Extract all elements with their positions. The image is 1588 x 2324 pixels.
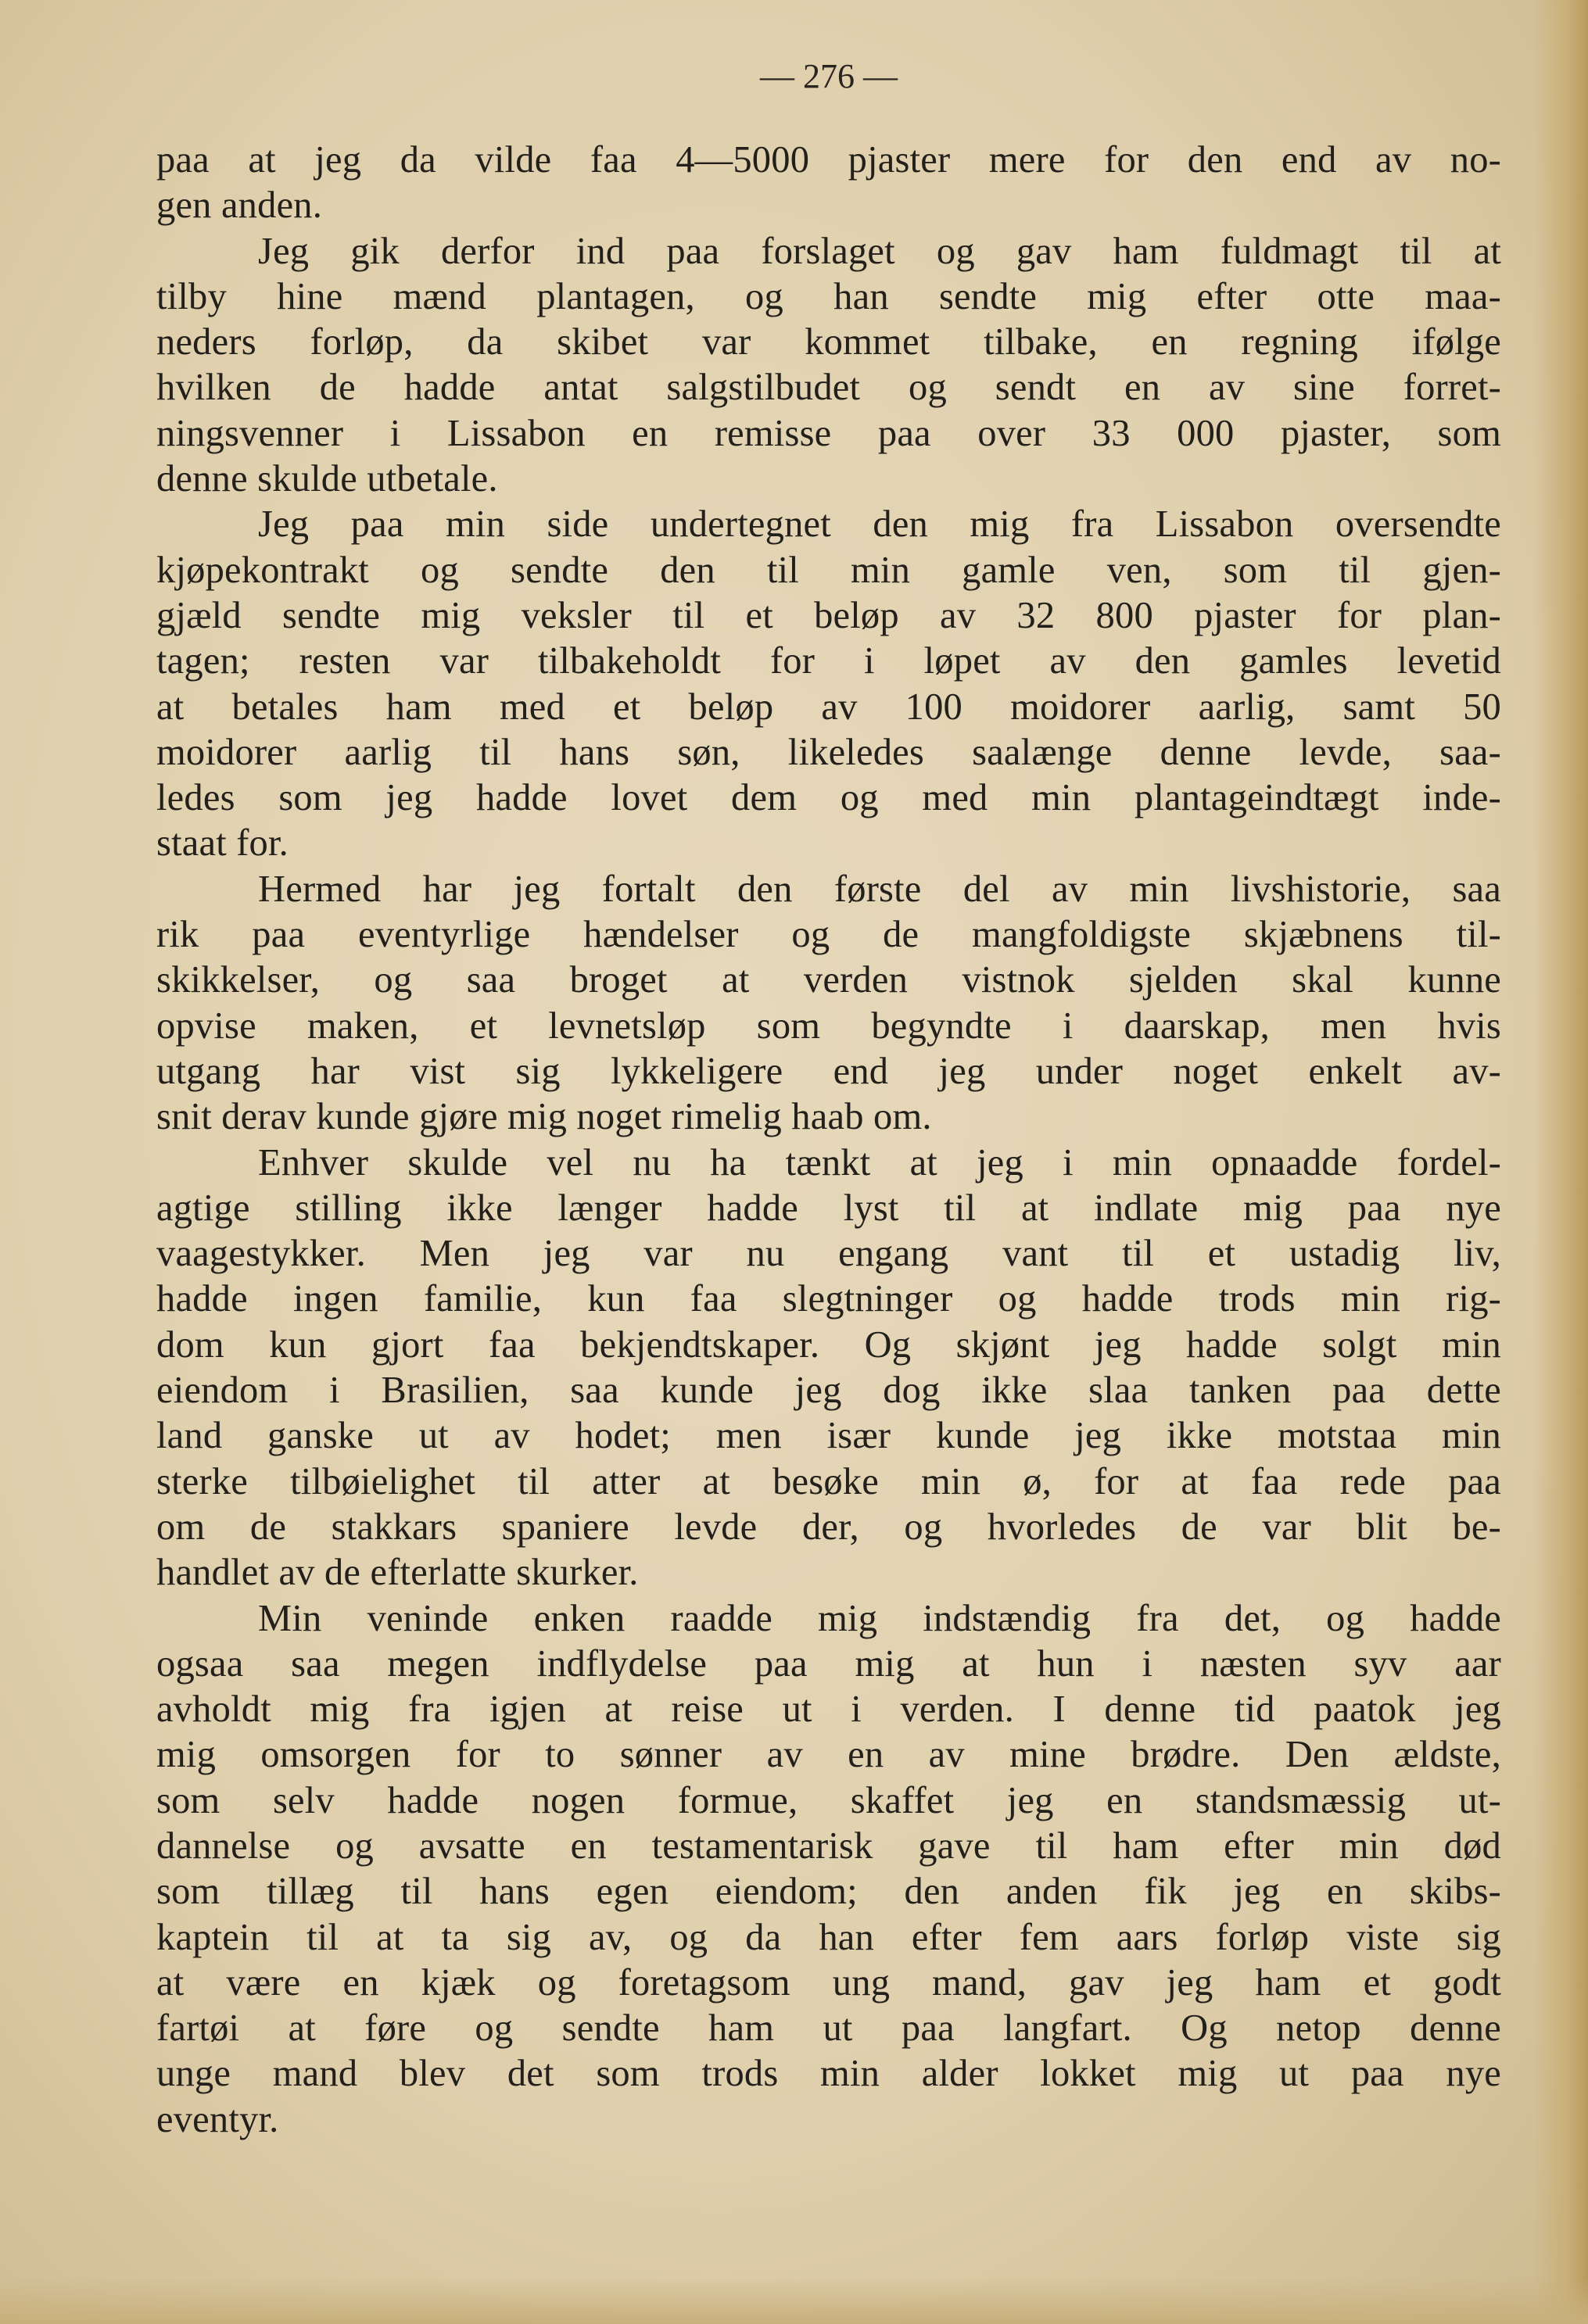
text-line: at betales ham med et beløp av 100 moidorer aarlig, samt 50: [156, 686, 1501, 728]
text-line: kjøpekontrakt og sendte den til min gamle ven, som til gjen-: [156, 549, 1501, 591]
text-line: dannelse og avsatte en testamentarisk gave til ham efter min død: [156, 1824, 1501, 1867]
text-line: paa at jeg da vilde faa 4—5000 pjaster mere for den end av no-: [156, 139, 1501, 181]
text-line: vaagestykker. Men jeg var nu engang vant til et ustadig liv,: [156, 1233, 1501, 1275]
paragraph: [156, 1141, 1501, 1596]
text-line: neders forløp, da skibet var kommet tilbake, en regning ifølge: [156, 321, 1501, 363]
text-line: land ganske ut av hodet; men især kunde jeg ikke motstaa min: [156, 1415, 1501, 1457]
text-line: utgang har vist sig lykkeligere end jeg under noget enkelt av-: [156, 1050, 1501, 1092]
text-line: tilby hine mænd plantagen, og han sendte mig efter otte maa-: [156, 275, 1501, 317]
text-line: agtige stilling ikke længer hadde lyst til at indlate mig paa nye: [156, 1187, 1501, 1229]
page-edge-shadow: [1533, 0, 1588, 2324]
text-line: rik paa eventyrlige hændelser og de mangfoldigste skjæbnens til-: [156, 914, 1501, 956]
paragraph: [156, 138, 1501, 229]
text-line: handlet av de efterlatte skurker.: [156, 1552, 639, 1594]
page-bottom-shadow: [0, 2277, 1588, 2324]
text-line: ningsvenner i Lissabon en remisse paa over 33 000 pjaster, som: [156, 412, 1501, 454]
text-line: ledes som jeg hadde lovet dem og med min plantageindtægt inde-: [156, 777, 1501, 819]
body-text: [156, 138, 1501, 2143]
text-line: som selv hadde nogen formue, skaffet jeg en standsmæssig ut-: [156, 1779, 1501, 1821]
text-line: tagen; resten var tilbakeholdt for i løpet av den gamles levetid: [156, 640, 1501, 682]
text-line: staat for.: [156, 822, 289, 865]
text-line: dom kun gjort faa bekjendtskaper. Og skjønt jeg hadde solgt min: [156, 1323, 1501, 1366]
text-line: eiendom i Brasilien, saa kunde jeg dog ikke slaa tanken paa dette: [156, 1370, 1501, 1412]
text-line: sterke tilbøielighet til atter at besøke min ø, for at faa rede paa: [156, 1460, 1501, 1502]
text-line: mig omsorgen for to sønner av en av mine brødre. Den ældste,: [156, 1734, 1501, 1776]
text-line: ogsaa saa megen indflydelse paa mig at hun i næsten syv aar: [156, 1642, 1501, 1685]
text-line: Min veninde enken raadde mig indstændig fra det, og hadde: [258, 1597, 1501, 1639]
text-line: moidorer aarlig til hans søn, likeledes saalænge denne levde, saa-: [156, 731, 1501, 773]
text-line: hvilken de hadde antat salgstilbudet og sendt en av sine forret-: [156, 367, 1501, 409]
paragraph: [156, 1596, 1501, 2143]
text-line: Jeg paa min side undertegnet den mig fra Lissabon oversendte: [258, 503, 1501, 546]
page-number: — 276 —: [760, 57, 898, 95]
text-line: opvise maken, et levnetsløp som begyndte i daarskap, men hvis: [156, 1004, 1501, 1047]
paragraph: [156, 229, 1501, 503]
text-line: avholdt mig fra igjen at reise ut i verden. I denne tid paatok jeg: [156, 1688, 1501, 1731]
paragraph: [156, 867, 1501, 1141]
text-line: Jeg gik derfor ind paa forslaget og gav ham fuldmagt til at: [258, 230, 1501, 272]
text-line: eventyr.: [156, 2098, 279, 2140]
text-line: gjæld sendte mig veksler til et beløp av 32 800 pjaster for plan-: [156, 594, 1501, 636]
text-line: snit derav kunde gjøre mig noget rimelig haab om.: [156, 1096, 932, 1138]
text-line: gen anden.: [156, 184, 323, 227]
text-line: denne skulde utbetale.: [156, 458, 498, 500]
text-line: kaptein til at ta sig av, og da han efter fem aars forløp viste sig: [156, 1916, 1501, 1958]
paragraph: [156, 502, 1501, 866]
text-line: som tillæg til hans egen eiendom; den anden fik jeg en skibs-: [156, 1871, 1501, 1913]
text-line: om de stakkars spaniere levde der, og hvorledes de var blit be-: [156, 1506, 1501, 1548]
text-line: at være en kjæk og foretagsom ung mand, gav jeg ham et godt: [156, 1961, 1501, 2004]
text-line: unge mand blev det som trods min alder lokket mig ut paa nye: [156, 2053, 1501, 2095]
text-line: Hermed har jeg fortalt den første del av min livshistorie, saa: [258, 868, 1501, 910]
text-line: Enhver skulde vel nu ha tænkt at jeg i min opnaadde fordel-: [258, 1141, 1501, 1183]
text-line: skikkelser, og saa broget at verden vistnok sjelden skal kunne: [156, 959, 1501, 1001]
text-line: fartøi at føre og sendte ham ut paa langfart. Og netop denne: [156, 2007, 1501, 2050]
text-line: hadde ingen familie, kun faa slegtninger og hadde trods min rig-: [156, 1278, 1501, 1320]
